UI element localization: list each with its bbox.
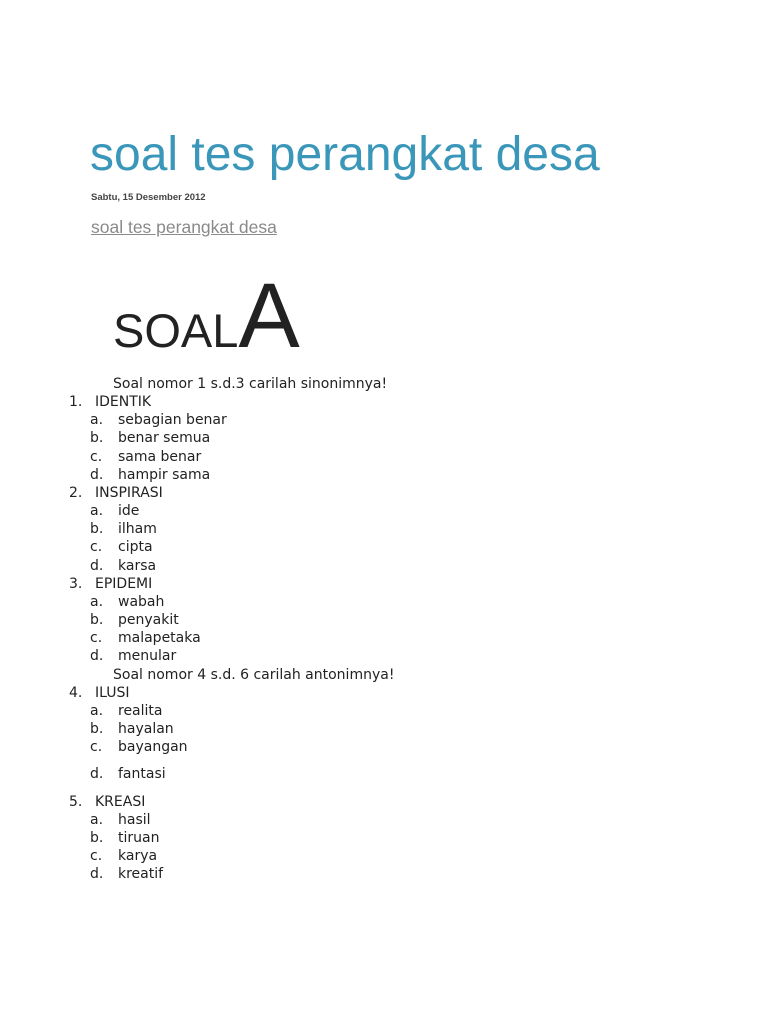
question-5 xyxy=(0,793,768,811)
question-number: 4. xyxy=(69,684,83,701)
option-text: bayangan xyxy=(118,739,188,756)
option-text: ilham xyxy=(118,521,157,538)
option-letter: d. xyxy=(90,766,104,783)
option-4b xyxy=(0,720,768,738)
option-letter: a. xyxy=(90,702,104,719)
option-text: hasil xyxy=(118,811,151,828)
option-4c xyxy=(0,738,768,756)
option-3a xyxy=(0,593,768,611)
option-5b xyxy=(0,829,768,847)
option-letter: b. xyxy=(90,521,104,538)
heading-word: SOAL xyxy=(113,304,239,357)
option-text: hayalan xyxy=(118,720,174,737)
option-2b xyxy=(0,520,768,538)
option-text: wabah xyxy=(118,593,165,610)
section-heading xyxy=(113,265,300,367)
option-letter: d. xyxy=(90,466,104,483)
post-date: Sabtu, 15 Desember 2012 xyxy=(91,192,206,203)
option-text: realita xyxy=(118,702,163,719)
option-letter: b. xyxy=(90,612,104,629)
instruction-synonym: Soal nomor 1 s.d.3 carilah sinonimnya! xyxy=(113,376,388,392)
question-number: 5. xyxy=(69,793,83,810)
option-text: malapetaka xyxy=(118,630,201,647)
question-word: EPIDEMI xyxy=(95,575,153,592)
option-letter: c. xyxy=(90,848,103,865)
option-text: cipta xyxy=(118,539,153,556)
option-2a xyxy=(0,502,768,520)
option-3b xyxy=(0,611,768,629)
question-number: 1. xyxy=(69,394,83,411)
instruction-antonym: Soal nomor 4 s.d. 6 carilah antonimnya! xyxy=(113,666,395,683)
question-word: IDENTIK xyxy=(95,394,152,411)
question-word: INSPIRASI xyxy=(95,484,163,501)
option-5a xyxy=(0,811,768,829)
question-word: KREASI xyxy=(95,793,146,810)
option-letter: b. xyxy=(90,430,104,447)
option-1d xyxy=(0,466,768,484)
option-letter: c. xyxy=(90,448,103,465)
option-5c xyxy=(0,847,768,865)
page-title: soal tes perangkat desa xyxy=(90,128,600,181)
option-1c xyxy=(0,448,768,466)
post-title-link[interactable]: soal tes perangkat desa xyxy=(91,217,277,237)
option-text: fantasi xyxy=(118,766,166,783)
option-letter: a. xyxy=(90,811,104,828)
option-letter: a. xyxy=(90,412,104,429)
option-letter: c. xyxy=(90,630,103,647)
option-2c xyxy=(0,538,768,556)
question-list xyxy=(0,375,768,883)
option-letter: d. xyxy=(90,866,104,883)
option-text: sama benar xyxy=(118,448,202,465)
question-1 xyxy=(0,393,768,411)
heading-letter: A xyxy=(238,265,300,367)
option-1a xyxy=(0,411,768,429)
option-text: penyakit xyxy=(118,612,179,629)
option-text: menular xyxy=(118,648,177,665)
option-letter: a. xyxy=(90,503,104,520)
question-2 xyxy=(0,484,768,502)
option-3c xyxy=(0,629,768,647)
option-text: benar semua xyxy=(118,430,211,447)
question-word: ILUSI xyxy=(95,684,130,701)
option-letter: b. xyxy=(90,829,104,846)
question-4 xyxy=(0,684,768,702)
option-3d xyxy=(0,647,768,665)
option-letter: c. xyxy=(90,539,103,556)
option-letter: d. xyxy=(90,557,104,574)
option-letter: d. xyxy=(90,648,104,665)
option-4a xyxy=(0,702,768,720)
question-number: 2. xyxy=(69,484,83,501)
option-2d xyxy=(0,557,768,575)
option-letter: a. xyxy=(90,593,104,610)
option-text: tiruan xyxy=(118,829,160,846)
option-text: sebagian benar xyxy=(118,412,227,429)
question-3 xyxy=(0,575,768,593)
option-text: karsa xyxy=(118,557,157,574)
option-text: ide xyxy=(118,503,140,520)
option-text: karya xyxy=(118,848,158,865)
option-5d xyxy=(0,865,768,883)
option-text: hampir sama xyxy=(118,466,211,483)
option-text: kreatif xyxy=(118,866,164,883)
option-letter: b. xyxy=(90,720,104,737)
option-1b xyxy=(0,429,768,447)
option-4d xyxy=(0,756,768,792)
option-letter: c. xyxy=(90,739,103,756)
question-number: 3. xyxy=(69,575,83,592)
